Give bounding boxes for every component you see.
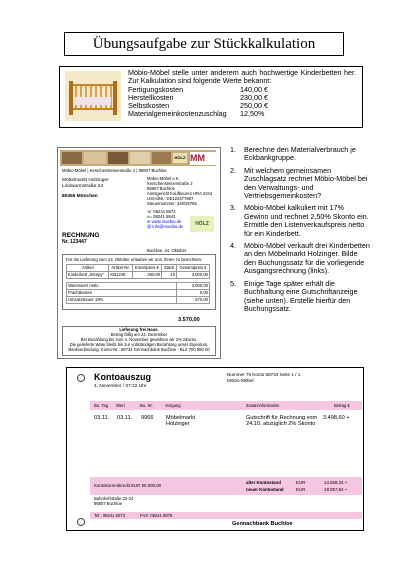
recipient-address: Möbelmarkt Holzinger Lindwurmstraße 24 80455 München <box>62 178 109 199</box>
mm-logo: MM <box>190 152 216 165</box>
booking-number: 9966 <box>141 415 154 421</box>
task-item: 2. Mit welchem gemeinsamen Zuschlagsatz rechnet Möbio-Möbel bei den Verwaltungs- und Vertriebsgemeinkosten? <box>230 165 368 201</box>
value-date: 03.11. <box>117 415 133 421</box>
bank-column-headers: Bu. Tag Wert Bu. Nr. Vorgang Zusatzinformation Betrag € <box>90 401 362 410</box>
invoice-total: 3.570,00 <box>178 317 200 323</box>
crib-image <box>65 71 121 121</box>
bank-name: Gennachbank Buchloe <box>232 521 293 527</box>
bank-header: Nummer 75 Konto 58734 Seite 1 / 1 Möbio-Möbel <box>227 372 301 383</box>
company-info: Möbio-Möbel e.K. Kerschensteinerstraße 2 86807 Buchloe Amtsgericht Kaufbeuren HRA 2244 USt-IdNr.: DE124477887 Steuernummer: 340/26785 ☏ 08241 5872 ℻ 08241 5943 ✉ www.moebio.de @ info@moebio.de <box>147 176 213 229</box>
cost-row: Materialgemeinkostenzuschlag 12,50% <box>128 109 265 119</box>
invoice-date: Buchloe, 24. Oktober <box>147 248 187 253</box>
invoice-table-box <box>62 254 216 310</box>
page-title: Übungsaufgabe zur Stückkalkulation <box>64 32 344 56</box>
bank-statement <box>66 367 364 531</box>
task-list <box>230 146 370 317</box>
table-row: Kinderbett „Sleepy“ KB1245 300,00 10 3.000,00 <box>68 272 208 278</box>
booking-amount: 3.498,60 + <box>323 415 350 421</box>
invoice-table: Artikel Artikel-Nr. Einzelpreis € Stück Gesamtpreis € Kinderbett „Sleepy“ KB1245 300,00 10 3.000,00 Warenwert netto 3.000,00 Frachtkosten 0,00 Umsatzsteuer 19% 570,00 <box>68 265 208 303</box>
invoice-banner <box>60 150 216 166</box>
intro-text: Möbio-Möbel stelle unter anderem auch hochwertige Kinderbetten her. Zur Kalkulation sind folgende Werte bekannt: <box>128 68 356 86</box>
balance-strip: Kontokorrentkredit EUR 50.000,00 alter Kontostand EUR 14.558,34 + neuer Kontostand EUR 18.057,84 + <box>90 477 362 495</box>
contact-strip: Tel.: 08241 5073 FAX: 08241 5879 <box>90 512 362 519</box>
bank-title: Kontoauszug <box>94 372 151 382</box>
cost-row: Herstellkosten 230,00 € <box>128 92 268 102</box>
hoelz-logo-2: HÖLZ <box>190 216 214 232</box>
invoice-heading: RECHNUNG Nr. 123447 <box>62 232 100 245</box>
invoice-footer: Lieferung frei Haus. Betrag fällig am 24. Dezember Bei Bezahlung bis zum 4. November gewähren wir 2% Skonto. Die gelieferte Ware bleibt bis zur vollständigen Bezahlung unser Eigentum. Bankverbindung: Konto-Nr.: 58734 Gennachbank Buchloe · BLZ 700 560 00 <box>62 326 216 356</box>
bank-subtitle: 4. November / 07:22 Uhr <box>94 384 147 389</box>
sum-row: Warenwert netto 3.000,00 <box>68 283 208 289</box>
task-item: 5. Einige Tage später erhält die Buchhaltung eine Gutschriftanzeige (siehe unten). Erstelle hierfür den Buchungssatz. <box>230 278 358 313</box>
invoice <box>57 147 221 359</box>
task-item: 4. Möbio-Möbel verkauft drei Kinderbetten an den Möbelmarkt Holzinger. Bilde den Buchungssatz für die vorliegende Ausgangsrechnung (links). <box>230 241 370 276</box>
bank-address: Bahnhofstraße 22-24 86807 Buchloe <box>94 496 134 506</box>
hoelz-logo: HÖLZ <box>173 153 187 163</box>
punch-hole-icon <box>77 518 85 526</box>
sum-row: Umsatzsteuer 19% 570,00 <box>68 297 208 303</box>
booking-process: Möbelmarkt Holzinger <box>166 415 196 428</box>
task-item: 1. Berechne den Materialverbrauch je Eckbankgruppe. <box>230 145 356 163</box>
booking-info: Gutschrift für Rechnung vom 24.10. abzüglich 2% Skonto <box>246 415 318 428</box>
cost-row: Fertigungskosten 140,00 € <box>128 84 268 94</box>
task-item: 3. Möbio-Möbel kalkuliert mit 17% Gewinn und rechnet 2,50% Skonto ein. Ermittle den Listenverkaufspreis netto für ein Kinderbett. <box>230 203 369 238</box>
punch-hole-icon <box>77 374 85 382</box>
table-intro: Für die Lieferung vom 23. Oktober erlauben wir uns, Ihnen zu berechnen: <box>66 257 203 262</box>
intro-box <box>59 66 363 128</box>
cost-row: Selbstkosten 250,00 € <box>128 101 268 111</box>
sum-row: Frachtkosten 0,00 <box>68 290 208 296</box>
booking-day: 03.11. <box>94 415 110 421</box>
sender-line: Möbio-Möbel | Kerschensteinerstraße 2 | 86807 Buchloe <box>62 168 167 173</box>
